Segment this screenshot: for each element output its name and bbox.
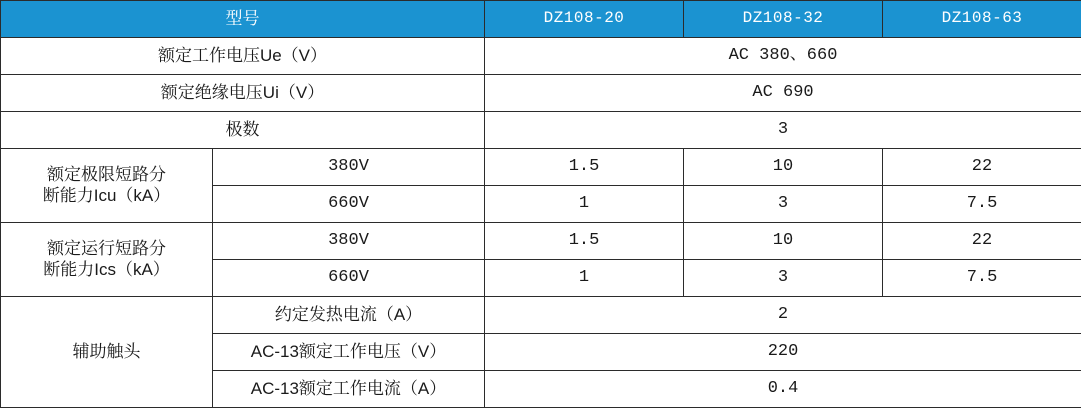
value-conventional-heating-current: 2 <box>485 297 1081 334</box>
row-label-rated-insulation-voltage: 额定绝缘电压Ui（V） <box>1 75 485 112</box>
value-ics-380v-dz108-63: 22 <box>883 223 1081 260</box>
header-model-dz108-63: DZ108-63 <box>883 1 1081 38</box>
group-label-auxiliary-contacts: 辅助触头 <box>1 297 213 408</box>
value-icu-660v-dz108-20: 1 <box>485 186 684 223</box>
header-model-label: 型号 <box>1 1 485 38</box>
table-row <box>1 149 1081 186</box>
value-ics-660v-dz108-32: 3 <box>684 260 883 297</box>
group-label-ics <box>1 223 213 297</box>
sub-label-conventional-heating-current: 约定发热电流（A） <box>213 297 485 334</box>
row-value-poles: 3 <box>485 112 1081 149</box>
sub-label-ac13-rated-voltage: AC-13额定工作电压（V） <box>213 334 485 371</box>
table-row <box>1 112 1081 149</box>
value-icu-380v-dz108-63: 22 <box>883 149 1081 186</box>
group-label-ics-line2: 断能力Ics（kA） <box>43 259 170 279</box>
table-row <box>1 297 1081 334</box>
group-label-icu-line1: 额定极限短路分 <box>47 165 166 185</box>
value-ics-380v-dz108-20: 1.5 <box>485 223 684 260</box>
value-icu-660v-dz108-63: 7.5 <box>883 186 1081 223</box>
value-ics-660v-dz108-20: 1 <box>485 260 684 297</box>
sub-label-ics-380v: 380V <box>213 223 485 260</box>
value-ac13-rated-voltage: 220 <box>485 334 1081 371</box>
table-row <box>1 38 1081 75</box>
row-label-poles: 极数 <box>1 112 485 149</box>
value-icu-380v-dz108-20: 1.5 <box>485 149 684 186</box>
sub-label-ac13-rated-current: AC-13额定工作电流（A） <box>213 371 485 408</box>
row-value-rated-insulation-voltage: AC 690 <box>485 75 1081 112</box>
value-icu-380v-dz108-32: 10 <box>684 149 883 186</box>
table-row <box>1 223 1081 260</box>
value-ics-380v-dz108-32: 10 <box>684 223 883 260</box>
row-value-rated-working-voltage: AC 380、660 <box>485 38 1081 75</box>
sub-label-icu-380v: 380V <box>213 149 485 186</box>
sub-label-ics-660v: 660V <box>213 260 485 297</box>
group-label-ics-line1: 额定运行短路分 <box>47 239 166 259</box>
value-ics-660v-dz108-63: 7.5 <box>883 260 1081 297</box>
header-model-dz108-32: DZ108-32 <box>684 1 883 38</box>
header-model-dz108-20: DZ108-20 <box>485 1 684 38</box>
value-ac13-rated-current: 0.4 <box>485 371 1081 408</box>
table-header-row <box>1 1 1081 38</box>
group-label-icu-line2: 断能力Icu（kA） <box>42 185 171 205</box>
sub-label-icu-660v: 660V <box>213 186 485 223</box>
group-label-icu <box>1 149 213 223</box>
table-row <box>1 75 1081 112</box>
row-label-rated-working-voltage: 额定工作电压Ue（V） <box>1 38 485 75</box>
value-icu-660v-dz108-32: 3 <box>684 186 883 223</box>
